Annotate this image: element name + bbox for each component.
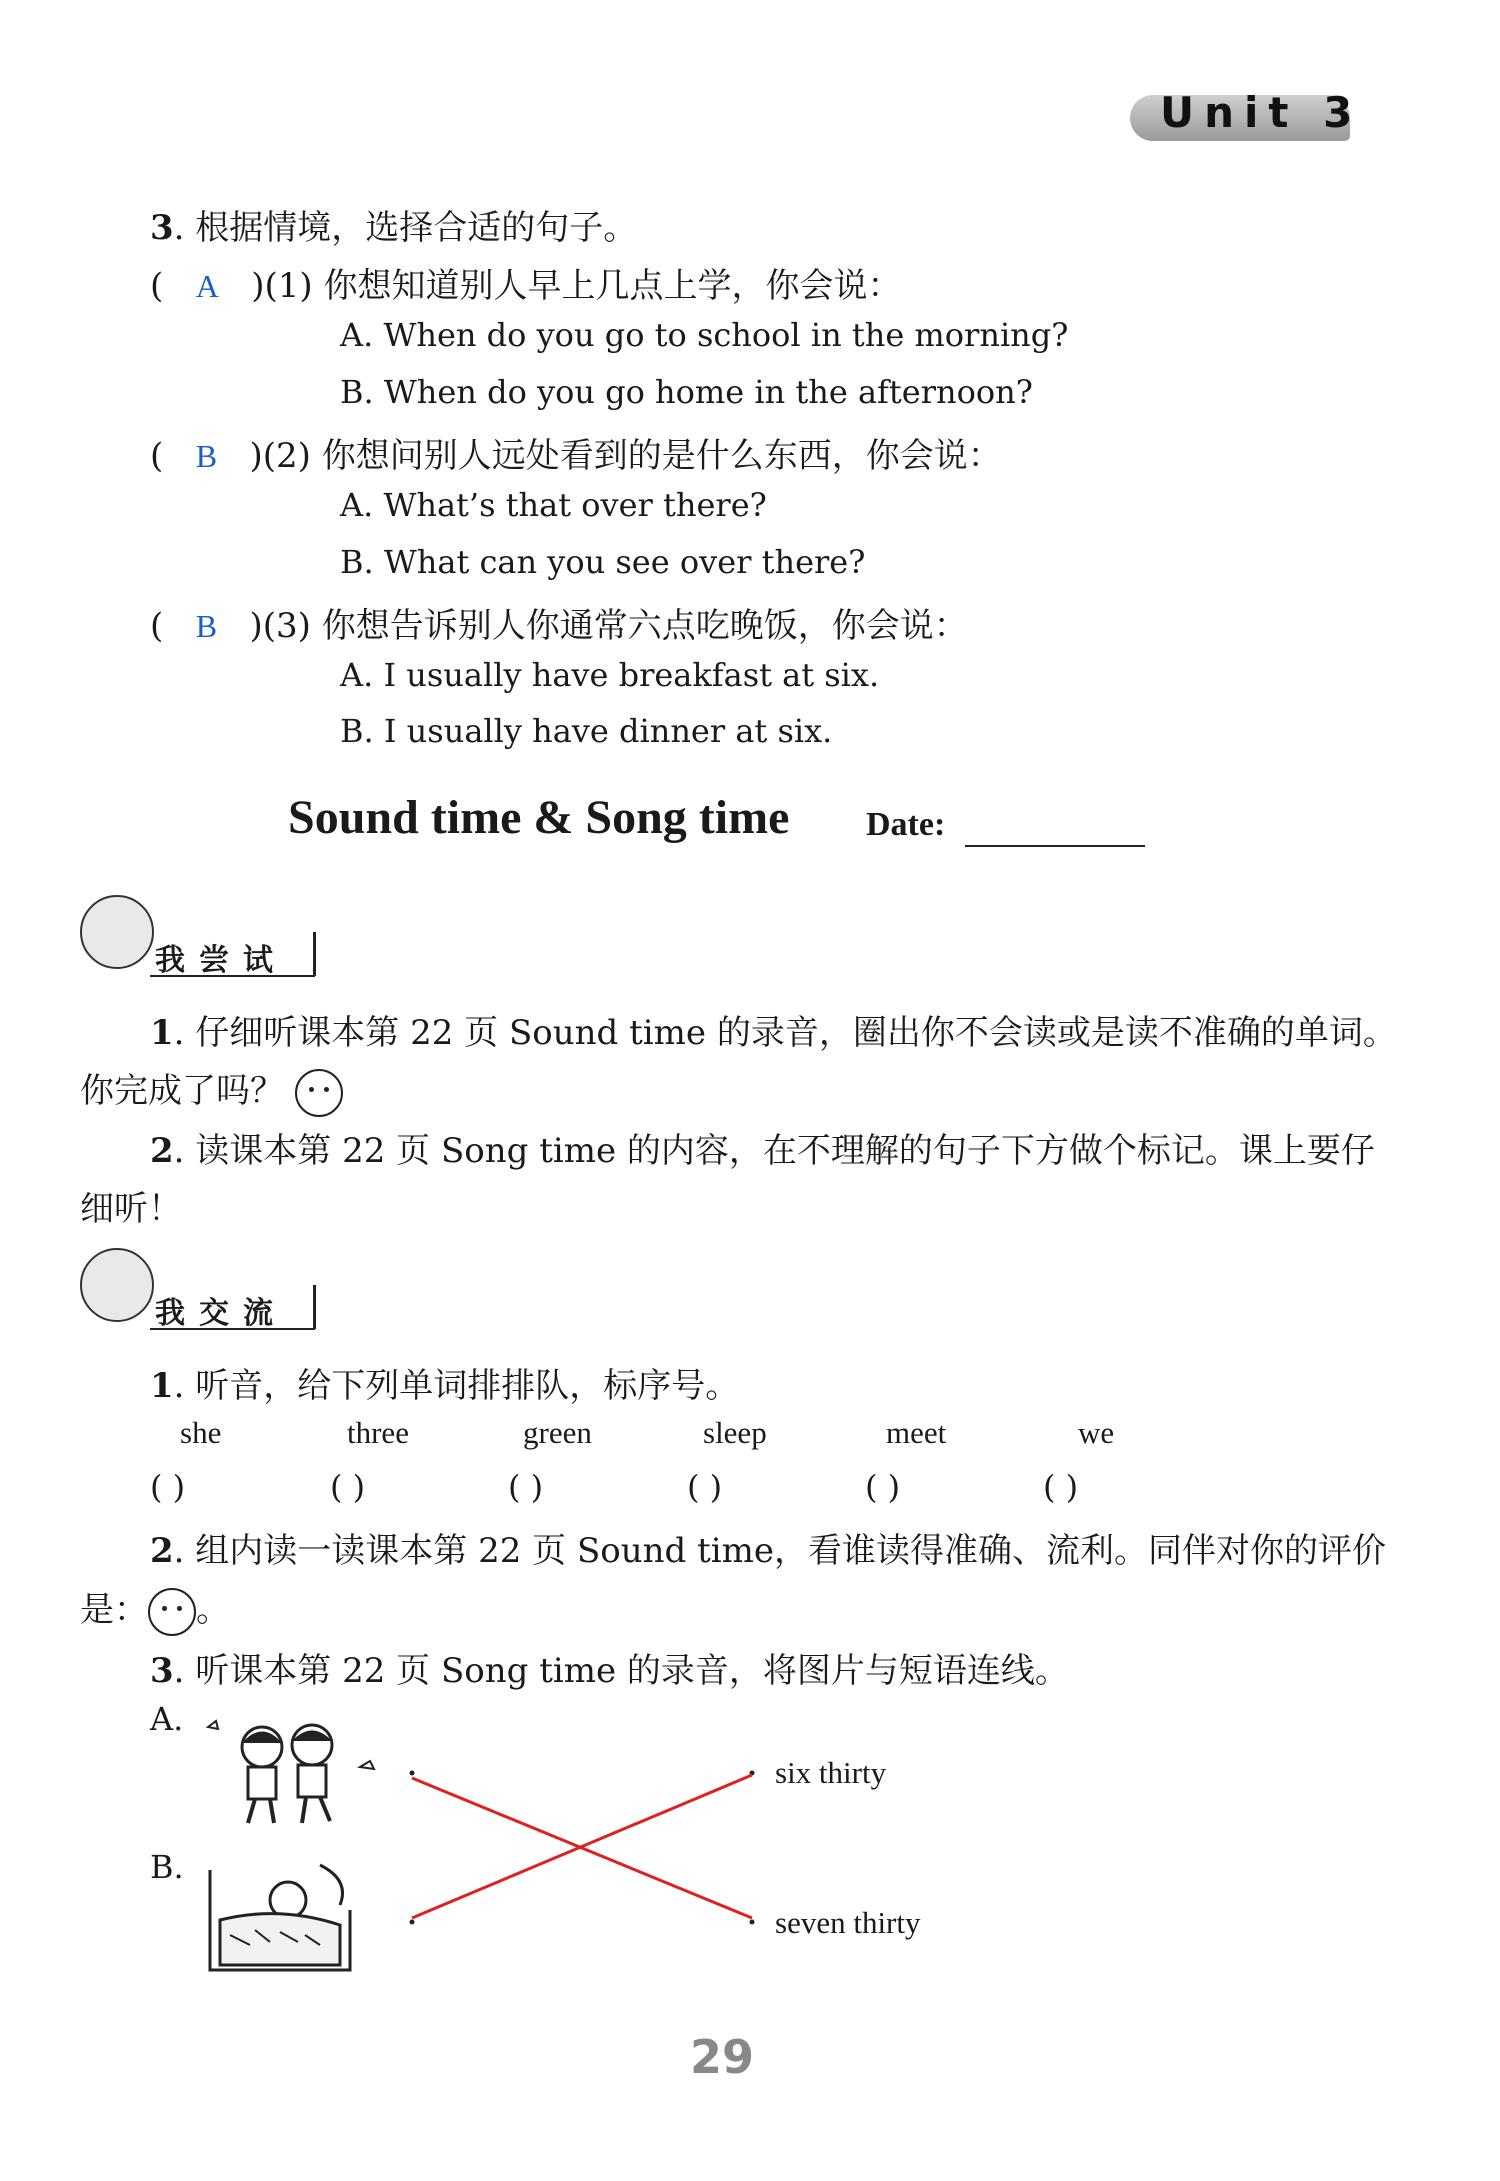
- q3-item3-row: ( B )(3) 你想告诉别人你通常六点吃晚饭，你会说：: [150, 606, 968, 646]
- q3-item3-option-b: B. I usually have dinner at six.: [340, 712, 833, 750]
- try-section-title: 我尝试: [155, 943, 287, 978]
- dot-a: [410, 1771, 415, 1776]
- picture-a-label: A.: [150, 1700, 184, 1738]
- order-blank-2[interactable]: ( ): [330, 1468, 366, 1506]
- word-meet: meet: [886, 1415, 947, 1450]
- picture-b-label: B.: [150, 1848, 184, 1886]
- try-item2-line1: 2. 读课本第 22 页 Song time 的内容，在不理解的句子下方做个标记。课上要仔: [150, 1131, 1375, 1171]
- word-we: we: [1078, 1415, 1115, 1450]
- phrase-six-thirty: six thirty: [775, 1755, 887, 1790]
- try-item1-line1: 1. 仔细听课本第 22 页 Sound time 的录音，圈出你不会读或是读不准确的单词。: [150, 1013, 1397, 1053]
- share-item3: 3. 听课本第 22 页 Song time 的录音，将图片与短语连线。: [150, 1651, 1069, 1691]
- share-item2-line1: 2. 组内读一读课本第 22 页 Sound time，看谁读得准确、流利。同伴对你的评价: [150, 1531, 1387, 1571]
- q3-item2-option-b: B. What can you see over there?: [340, 543, 866, 581]
- share-item2-line2: 是： 。: [80, 1582, 230, 1636]
- answer-3[interactable]: B: [195, 608, 218, 644]
- share-section-title: 我交流: [155, 1296, 287, 1331]
- dot-b: [410, 1920, 415, 1925]
- q3-title: 3. 根据情境，选择合适的句子。: [150, 208, 638, 248]
- try-item1-line2: 你完成了吗？: [80, 1063, 343, 1117]
- dot-seven-thirty: [750, 1920, 755, 1925]
- q3-item1-row: ( A )(1) 你想知道别人早上几点上学，你会说：: [150, 266, 902, 306]
- order-blank-4[interactable]: ( ): [687, 1468, 723, 1506]
- date-label: Date:: [866, 806, 946, 843]
- q3-item3-option-a: A. I usually have breakfast at six.: [340, 656, 880, 694]
- share-item1: 1. 听音，给下列单词排排队，标序号。: [150, 1366, 740, 1406]
- q3-item2-option-a: A. What’s that over there?: [340, 486, 767, 524]
- q3-item2-row: ( B )(2) 你想问别人远处看到的是什么东西，你会说：: [150, 436, 1002, 476]
- word-three: three: [347, 1415, 409, 1450]
- order-blank-1[interactable]: ( ): [150, 1468, 186, 1506]
- order-blank-5[interactable]: ( ): [865, 1468, 901, 1506]
- answer-1[interactable]: A: [195, 268, 219, 304]
- phrase-seven-thirty: seven thirty: [775, 1905, 921, 1940]
- word-green: green: [523, 1415, 592, 1450]
- word-she: she: [180, 1415, 222, 1450]
- word-sleep: sleep: [703, 1415, 767, 1450]
- answer-2[interactable]: B: [195, 438, 218, 474]
- section-heading: Sound time & Song time: [288, 791, 790, 844]
- q3-item1-option-b: B. When do you go home in the afternoon?: [340, 373, 1033, 411]
- unit-label: Unit 3: [1160, 88, 1363, 137]
- page-number: 29: [690, 2030, 755, 2084]
- order-blank-6[interactable]: ( ): [1043, 1468, 1079, 1506]
- order-blank-3[interactable]: ( ): [508, 1468, 544, 1506]
- q3-item1-option-a: A. When do you go to school in the morning?: [340, 316, 1069, 354]
- try-item2-line2: 细听！: [80, 1189, 182, 1229]
